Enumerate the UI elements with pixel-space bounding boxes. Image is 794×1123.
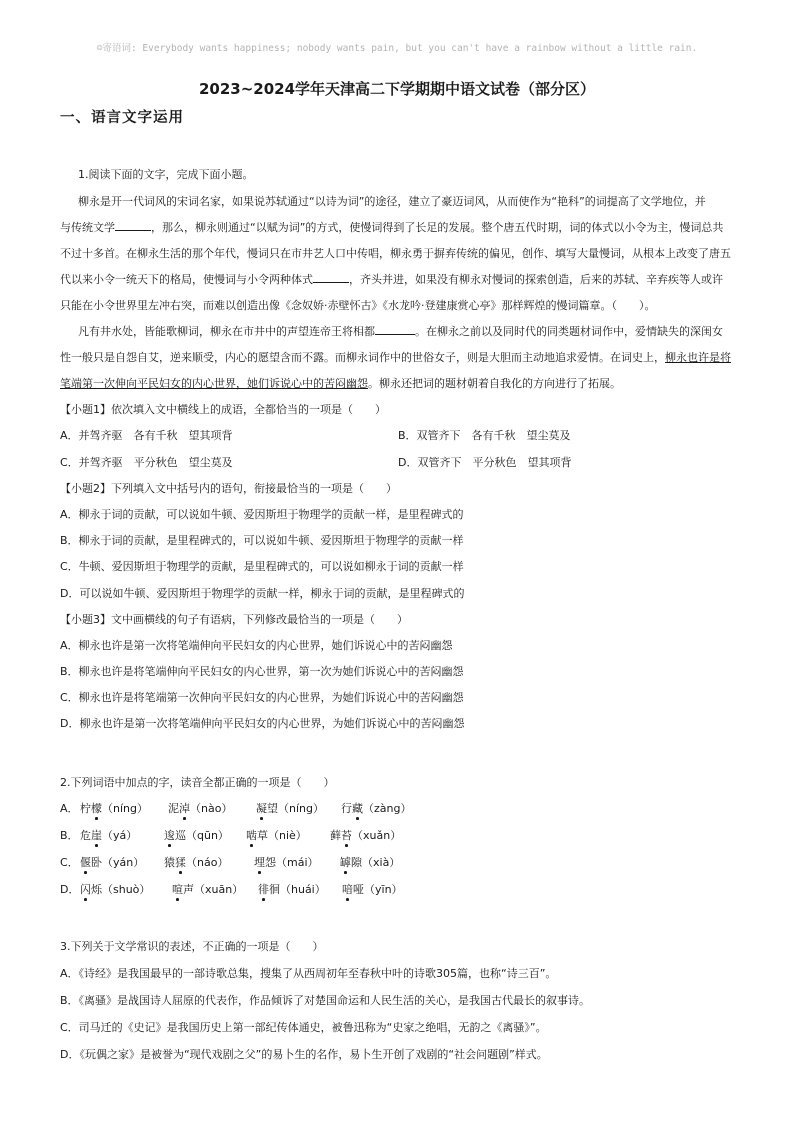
q2-b-word4 [330,829,401,842]
sub3-option-b[interactable]: B．柳永也许是将笔端伸向平民妇女的内心世界，第一次为她们诉说心中的苦闷幽怨 [60,665,464,678]
char: 声 [183,883,194,896]
q1-stem: 1.阅读下面的文字，完成下面小题。 [78,168,254,181]
text-span: 与传统文学 [60,221,115,234]
char: 卧 [91,856,102,869]
q1-p1-line3: 不过十多首。在柳永生活的那个年代，慢词只在市井艺人口中传唱，柳永勇于摒弃传统的偏见，创作、填写大量慢词，从根本上改变了唐五 [60,247,731,260]
char: 柠 [80,802,91,815]
underlined-sentence: 笔端第一次伸向平民妇女的内心世界，她们诉说心中的苦闷幽怨 [60,377,368,390]
text-span: 代以来小令一统天下的格局，使慢词与小令两种体式 [60,273,313,286]
q2-c-word1 [80,856,144,869]
sub3-stem: 【小题3】文中画横线的句子有语病，下列修改最恰当的一项是（ ） [60,613,408,626]
dotted-char: 崖 [91,829,102,842]
q2-c-word2 [164,856,228,869]
sub3-option-a[interactable]: A．柳永也许是第一次将笔端伸向平民妇女的内心世界，她们诉说心中的苦闷幽怨 [60,639,453,652]
q3-stem: 3.下列关于文学常识的表述，不正确的一项是（ ） [60,940,324,953]
q2-option-c-label[interactable]: C． [60,856,79,869]
q1-p2-line3 [60,377,621,390]
char: 藓 [330,829,341,842]
dotted-char: 偃 [80,856,91,869]
text-span: 性一般只是自怨自艾，逆来顺受，内心的愿望含而不露。而柳永词作中的世俗女子，则是大胆而主动地追求爱情。在词史上， [60,351,665,364]
dotted-char: 猱 [175,856,186,869]
q2-b-word3 [246,829,307,842]
pinyin: （xià） [362,856,401,869]
underlined-sentence: 柳永也许是将 [665,351,731,364]
pinyin: （yá） [102,829,138,842]
watermark-quote: ☺寄语词: Everybody wants happiness; nobody wants pain, but you can't have a rainbow without a little rain. [96,43,698,54]
pinyin: （níng） [102,802,148,815]
char: 泥 [168,802,179,815]
dotted-char: 凝 [256,802,267,815]
dotted-char: 啮 [246,829,257,842]
q3-option-c[interactable]: C．司马迁的《史记》是我国历史上第一部纪传体通史，被鲁迅称为“史家之绝唱，无韵之《离骚》”。 [60,1021,547,1034]
q2-option-b-label[interactable]: B． [60,829,79,842]
q3-option-a[interactable]: A．《诗经》是我国最早的一部诗歌总集，搜集了从西周初年至春秋中叶的诗歌305篇，也称“诗三百”。 [60,967,557,980]
q2-c-word4 [340,856,400,869]
fill-blank-1 [115,230,151,231]
text-span: ，那么，柳永则通过“以赋为词”的方式，使慢词得到了长足的发展。整个唐五代时期，词的体式以小令为主，慢词总共 [151,221,724,234]
sub3-option-d[interactable]: D．柳永也许是第一次将笔端伸向平民妇女的内心世界，为她们诉说心中的苦闷幽怨 [60,717,465,730]
q2-option-a-label[interactable]: A． [60,802,79,815]
q2-a-word3 [256,802,324,815]
sub2-stem: 【小题2】下列填入文中括号内的语句，衔接最恰当的一项是（ ） [60,482,397,495]
q1-p2-line2 [60,351,731,364]
pinyin: （xuǎn） [352,829,402,842]
char: 隙 [351,856,362,869]
dotted-char: 逡 [164,829,175,842]
dotted-char: 檬 [91,802,102,815]
fill-blank-2 [313,282,349,283]
sub2-option-d[interactable]: D．可以说如牛顿、爱因斯坦于物理学的贡献一样，柳永于词的贡献，是里程碑式的 [60,587,465,600]
char: 猿 [164,856,175,869]
sub1-option-c[interactable]: C．并驾齐驱 平分秋色 望尘莫及 [60,456,233,469]
q2-d-word1 [80,883,150,896]
q2-b-word2 [164,829,229,842]
pinyin: （yīn） [364,883,403,896]
sub2-option-c[interactable]: C．牛顿、爱因斯坦于物理学的贡献，是里程碑式的，可以说如柳永于词的贡献一样 [60,560,464,573]
q2-b-word1 [80,829,137,842]
q1-p1-line2 [60,221,723,234]
sub1-option-d[interactable]: D．双管齐下 平分秋色 望其项背 [398,456,572,469]
pinyin: （huái） [280,883,326,896]
sub1-stem: 【小题1】依次填入文中横线上的成语，全都恰当的一项是（ ） [60,403,386,416]
char: 怨 [265,856,276,869]
dotted-char: 闪 [80,883,91,896]
char: 草 [257,829,268,842]
char: 望 [267,802,278,815]
pinyin: （náo） [186,856,229,869]
char: 行 [341,802,352,815]
char: 烁 [91,883,102,896]
pinyin: （xuān） [194,883,244,896]
q2-a-word2 [168,802,232,815]
fill-blank-3 [375,334,415,335]
text-span: 凡有井水处，皆能歌柳词，柳永在市井中的声望连帝王将相都 [78,325,375,338]
dotted-char: 罅 [340,856,351,869]
q2-option-d-label[interactable]: D． [60,883,80,896]
q1-p2-line1 [78,325,723,338]
q2-c-word3 [254,856,319,869]
q1-p1-line1: 柳永是开一代词风的宋词名家，如果说苏轼通过“以诗为词”的途径，建立了豪迈词风，从而使作为“艳科”的词提高了文学地位，并 [78,195,706,208]
pinyin: （shuò） [102,883,151,896]
dotted-char: 淖 [179,802,190,815]
char: 危 [80,829,91,842]
text-span: 。柳永还把词的题材朝着自我化的方向进行了拓展。 [368,377,621,390]
pinyin: （qūn） [186,829,229,842]
q2-d-word4 [342,883,403,896]
q3-option-d[interactable]: D．《玩偶之家》是被誉为“现代戏剧之父”的易卜生的名作，易卜生开创了戏剧的“社会问题剧”样式。 [60,1048,548,1061]
sub2-option-a[interactable]: A．柳永于词的贡献，可以说如牛顿、爱因斯坦于物理学的贡献一样，是里程碑式的 [60,508,464,521]
dotted-char: 喑 [342,883,353,896]
page-title: 2023~2024学年天津高二下学期期中语文试卷（部分区） [198,80,596,98]
pinyin: （zàng） [363,802,412,815]
q2-a-word4 [341,802,411,815]
q1-p1-line4 [60,273,723,286]
q2-stem: 2.下列词语中加点的字，读音全都正确的一项是（ ） [60,776,335,789]
dotted-char: 徘 [258,883,269,896]
pinyin: （níng） [278,802,324,815]
dotted-char: 喧 [172,883,183,896]
text-span: ，齐头并进，如果没有柳永对慢词的探索创造，后来的苏轼、辛弃疾等人或许 [349,273,723,286]
dotted-char: 埋 [254,856,265,869]
q3-option-b[interactable]: B．《离骚》是战国诗人屈原的代表作，作品倾诉了对楚国命运和人民生活的关心，是我国古代最长的叙事诗。 [60,994,591,1007]
char: 哑 [353,883,364,896]
char: 巡 [175,829,186,842]
dotted-char: 藏 [352,802,363,815]
q2-a-word1 [80,802,148,815]
sub1-option-a[interactable]: A．并驾齐驱 各有千秋 望其项背 [60,429,233,442]
sub2-option-b[interactable]: B．柳永于词的贡献，是里程碑式的，可以说如牛顿、爱因斯坦于物理学的贡献一样 [60,534,464,547]
q2-d-word2 [172,883,243,896]
char: 徊 [269,883,280,896]
sub3-option-c[interactable]: C．柳永也许是将笔端第一次伸向平民妇女的内心世界，为她们诉说心中的苦闷幽怨 [60,691,464,704]
q2-d-word3 [258,883,326,896]
section-heading: 一、语言文字运用 [60,109,184,126]
sub1-option-b[interactable]: B．双管齐下 各有千秋 望尘莫及 [398,429,571,442]
pinyin: （nào） [190,802,233,815]
pinyin: （mái） [276,856,319,869]
pinyin: （yán） [102,856,145,869]
dotted-char: 苔 [341,829,352,842]
pinyin: （niè） [268,829,307,842]
text-span: 。在柳永之前以及同时代的同类题材词作中，爱情缺失的深闺女 [415,325,723,338]
q1-p1-line5: 只能在小令世界里左冲右突，而难以创造出像《念奴娇·赤壁怀古》《水龙吟·登建康赏心亭》那样辉煌的慢词篇章。（ ）。 [60,299,656,312]
